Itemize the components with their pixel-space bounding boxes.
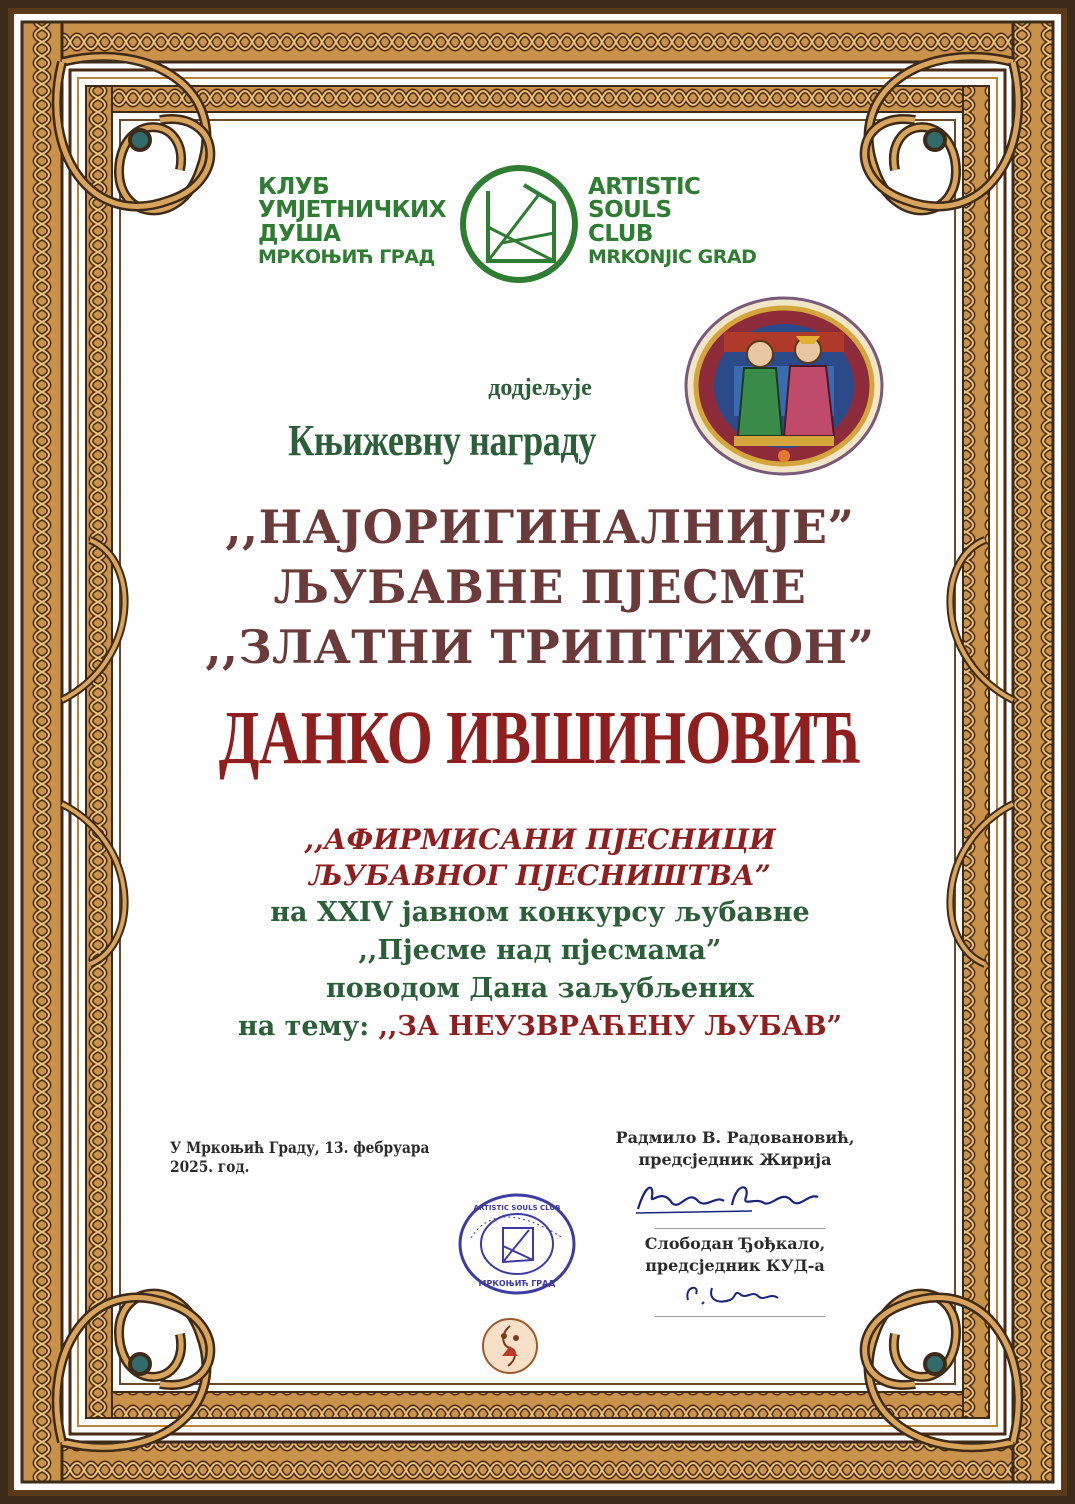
jury-chair-role: предсједник Жирија (638, 1150, 832, 1169)
category-line-2: ЉУБАВНОГ ПЈЕСНИШТВА” (309, 859, 771, 892)
signature-line-jury (655, 1228, 825, 1229)
competition-line-1: на XXIV јавном конкурсу љубавне (270, 897, 810, 928)
logo-ru-line-3: ДУША (258, 220, 341, 247)
kud-signature (678, 1280, 788, 1312)
kud-emblem-icon (480, 1316, 540, 1376)
svg-text:ARTISTIC SOULS CLUB: ARTISTIC SOULS CLUB (473, 1204, 561, 1212)
kud-chair-name: Слободан Ђођкало, (644, 1234, 826, 1253)
award-title-line-1: ,,НАЈОРИГИНАЛНИЈЕ” (225, 500, 855, 554)
logo-text-cyrillic (258, 176, 458, 268)
competition-theme: ,,ЗА НЕУЗВРАЋЕНУ ЉУБАВ” (378, 1011, 843, 1042)
logo-ru-line-1: КЛУБ (258, 174, 330, 200)
logo-en-city: MRKONJIC GRAD (588, 246, 757, 269)
signature-line-kud (655, 1316, 825, 1317)
jury-signature (632, 1175, 822, 1221)
competition-line-2: ,,Пјесме над пјесмама” (358, 935, 722, 966)
svg-text:МРКОЊИЋ ГРАД: МРКОЊИЋ ГРАД (478, 1279, 556, 1288)
competition-line-4 (120, 1011, 960, 1042)
laureate-name: ДАНКО ИВШИНОВИЋ (218, 696, 862, 780)
award-title-line-2: ЉУБАВНЕ ПЈЕСМЕ (273, 560, 807, 614)
award-type-heading: Књижевну награду (288, 416, 596, 465)
place-and-date: У Мркоњић Граду, 13. фебруара 2025. год. (170, 1138, 430, 1176)
logo-en-line-2: SOULS (588, 197, 672, 224)
club-emblem-icon (458, 163, 580, 285)
club-stamp-seal (457, 1192, 577, 1296)
medieval-medallion-image (684, 296, 884, 476)
award-title-line-3: ,,ЗЛАТНИ ТРИПТИХОН” (205, 620, 875, 674)
jury-chair-name: Радмило В. Радовановић, (615, 1128, 855, 1147)
logo-ru-line-2: УМЈЕТНИЧКИХ (258, 197, 446, 224)
logo-en-line-1: ARTISTIC (588, 174, 701, 200)
category-line-1: ,,АФИРМИСАНИ ПЈЕСНИЦИ (304, 823, 776, 856)
kud-chair-role: предсједник КУД-а (645, 1256, 825, 1275)
competition-theme-prefix: на тему: (237, 1011, 379, 1042)
competition-line-3: поводом Дана заљубљених (326, 973, 754, 1004)
logo-ru-city: МРКОЊИЋ ГРАД (258, 246, 435, 269)
logo-en-line-3: CLUB (588, 220, 653, 247)
awards-verb: додјељује (488, 375, 592, 401)
logo-text-latin (588, 176, 798, 268)
